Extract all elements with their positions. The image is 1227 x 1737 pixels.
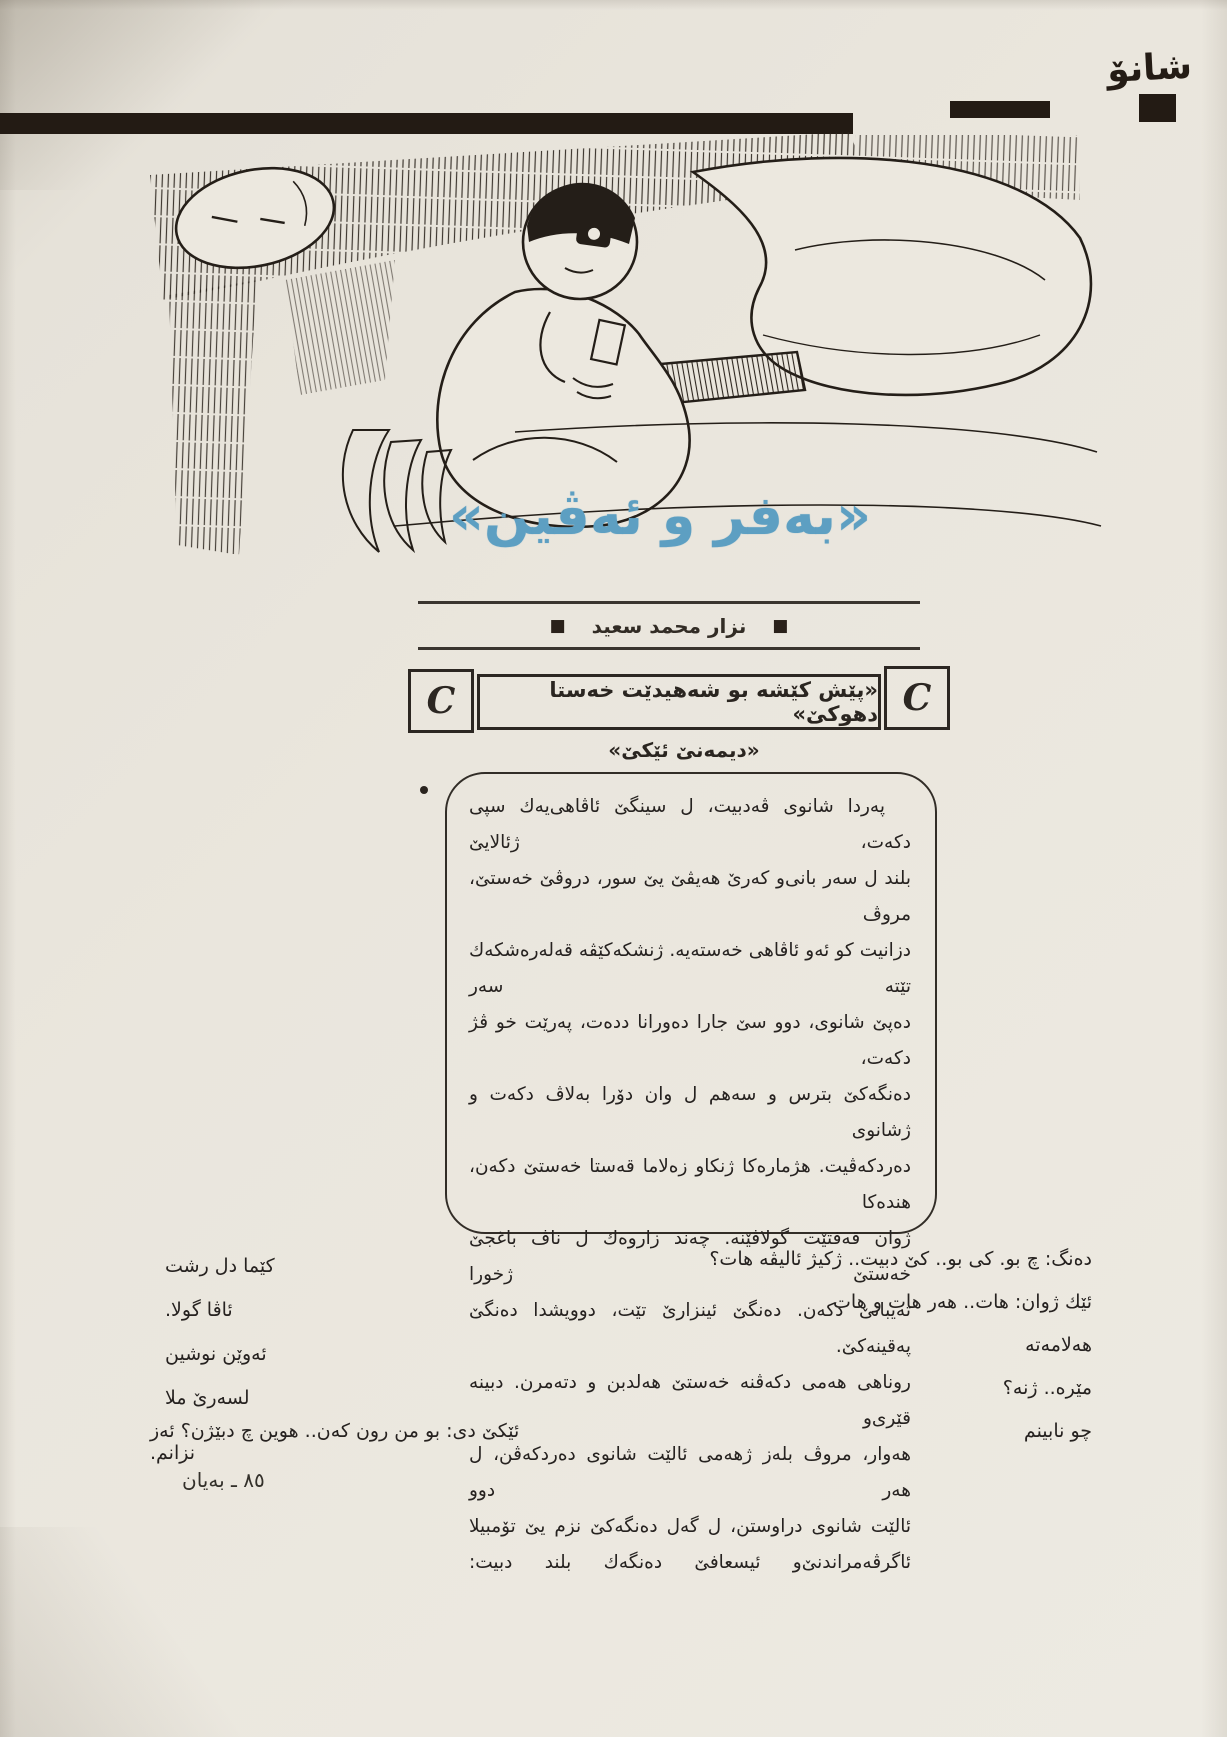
stage-direction-line: په‌ردا شانوى ڤه‌دبيت، ل سينگێ ئاڤاهى‌يه‌ك سپى دكه‌ت، ژئالايێ: [469, 796, 911, 853]
dialogue-line: ئاڤا گولا.: [165, 1299, 233, 1321]
square-bullet-icon: ■: [549, 615, 566, 636]
dialogue-line: كێما دل رشت: [165, 1255, 275, 1277]
ink-speck: [420, 786, 428, 794]
author-rule-top: [418, 601, 920, 604]
stage-direction-line: ژوان قه‌فتێت گولاڤێنه. چه‌ند زاروه‌ك ل ناڤ باغجێ خه‌ستێ ژخورا: [469, 1228, 911, 1285]
page-number: ٨٥ ـ به‌يان: [182, 1468, 265, 1492]
section-letter-box: [408, 669, 474, 733]
stage-direction-line: ئاگرڤه‌مراندنێ‌و ئيسعافێ ده‌نگه‌ك بلند دبيت:: [469, 1552, 911, 1573]
stage-direction-line: ده‌ردكه‌ڤيت. هژماره‌كا ژنكاو زه‌لاما قه‌ستا خه‌ستێ دكه‌ن، هنده‌كا: [469, 1156, 911, 1213]
author-rule-bottom: [418, 647, 920, 650]
stage-direction-line: روناهى هه‌مى دكه‌ڤنه خه‌ستێ هه‌لدبن و دته‌مرن. دبينه قێرى‌و: [469, 1372, 911, 1429]
section-letter: C: [426, 680, 456, 722]
dialogue-line: ده‌نگ: چ بو. كى بو.. كێ دبيت.. ژكيژ ئاليڤه هات؟: [709, 1248, 1092, 1270]
author-line: [418, 606, 920, 646]
dialogue-line: چو نابينم: [1023, 1420, 1092, 1442]
square-bullet-icon: ■: [772, 615, 789, 636]
dialogue-line: ئێكێ دى: بو من رون كه‌ن.. هوين چ دبێژن؟ ئه‌ز نزانم.: [150, 1420, 520, 1464]
scene-heading: «ديمه‌نێ ئێكێ»: [608, 738, 760, 762]
stage-direction-line: ده‌نگه‌كێ بترس و سه‌هم ل وان دۆرا به‌لاڤ دكه‌ت و ژشانوى: [469, 1084, 911, 1141]
scan-shadow-bottom-left: [0, 1527, 300, 1737]
stage-direction-line: بلند ل سه‌ر بانى‌و كه‌رێ هه‌يڤێ يێ سور، دروڤێ خه‌ستێ، مروڤ: [469, 868, 911, 925]
section-letter-box: [884, 666, 950, 730]
play-title: «به‌فر و ئه‌ڤين»: [449, 484, 871, 548]
dialogue-line: لسه‌رێ ملا: [165, 1387, 250, 1409]
masthead-square-icon: [1139, 94, 1176, 122]
dialogue-line: ئه‌وێن نوشين: [165, 1343, 267, 1365]
author-name: نزار محمد سعيد: [591, 614, 747, 638]
stage-direction-line: ته‌يبانێ دكه‌ن. ده‌نگێ ئينزارێ تێت، دوويشدا ده‌نگێ په‌قينه‌كێ.: [469, 1300, 911, 1357]
section-header-text: «پێش كێشه بو شه‌هيدێت خه‌ستا دهوكێ»: [549, 678, 878, 726]
section-header: [477, 674, 881, 730]
section-letter: C: [902, 677, 932, 719]
dialogue-column-left: [165, 1244, 520, 1420]
stage-direction-line: ئالێت شانوى دراوستن، ل گه‌ل ده‌نگه‌كێ نزم يێ تۆمبيلا: [469, 1516, 911, 1537]
stage-direction-line: دزانيت كو ئه‌و ئاڤاهى خه‌سته‌يه. ژنشكه‌كێڤه قه‌له‌ره‌شكه‌ك تێته سه‌ر: [469, 940, 911, 997]
magazine-logo: شانۆ: [1105, 45, 1193, 91]
stage-direction-line: هه‌وار، مروڤ بله‌ز ژهه‌مى ئالێت شانوى ده‌ردكه‌ڤن، ل هه‌ر دوو: [469, 1444, 911, 1501]
stage-direction-line: ده‌پێ شانوى، دوو سێ جارا ده‌ورانا دده‌ت، په‌رێت خو ڤژ دكه‌ت،: [469, 1012, 911, 1069]
dialogue-line: ئێك ژوان: هات.. هه‌ر هات و هات: [833, 1291, 1092, 1313]
dialogue-line: مێره.. ژنه؟: [1002, 1377, 1092, 1399]
scan-shadow-right: [1201, 0, 1227, 1737]
dialogue-column-right: [600, 1238, 1092, 1453]
masthead-square-icon: [950, 101, 1050, 118]
dialogue-line: هه‌لامه‌ته: [1025, 1334, 1092, 1356]
